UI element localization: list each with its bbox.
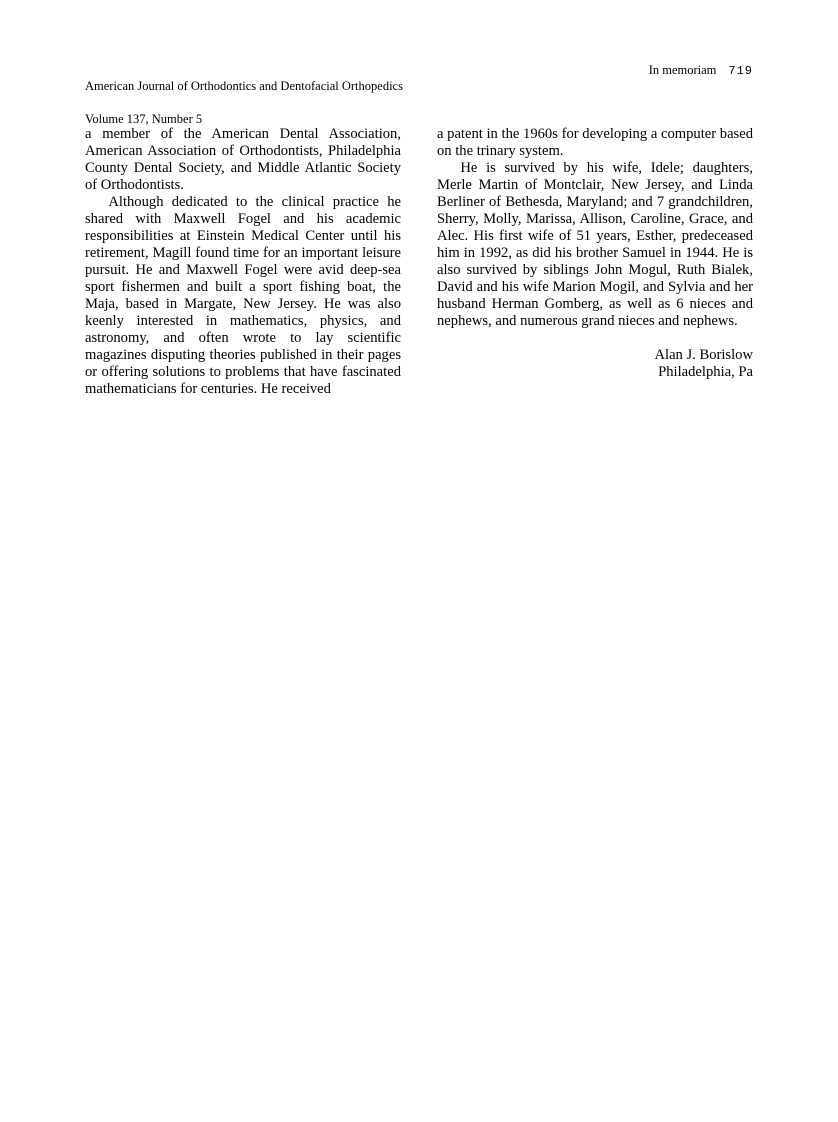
paragraph: Although dedicated to the clinical practice he shared with Maxwell Fogel and his academic responsibilities at Einstein Medical Center until his retirement, Magill found time for an important leisure pursuit. He and Maxwell Fogel were avid deep-sea sport fishermen and built a sport fishing boat, the Maja, based in Margate, New Jersey. He was also keenly interested in mathematics, physics, and astronomy, and often wrote to lay scientific magazines disputing theories published in their pages or offering solutions to problems that have fascinated mathematicians for centuries. He received <box>85 194 401 397</box>
article-body <box>85 126 753 398</box>
paragraph: a patent in the 1960s for developing a computer based on the trinary system. <box>437 126 753 159</box>
journal-volume-line: Volume 137, Number 5 <box>85 111 203 126</box>
signature-block <box>437 347 753 381</box>
section-label: In memoriam <box>648 63 717 77</box>
right-column <box>437 126 753 398</box>
journal-title: American Journal of Orthodontics and Dentofacial Orthopedics <box>85 79 403 94</box>
page-number: 719 <box>728 64 753 78</box>
signature-name: Alan J. Borislow <box>654 347 753 363</box>
signature-location: Philadelphia, Pa <box>658 364 753 380</box>
left-column <box>85 126 401 398</box>
paragraph: He is survived by his wife, Idele; daughters, Merle Martin of Montclair, New Jersey, and Linda Berliner of Bethesda, Maryland; and 7 grandchildren, Sherry, Molly, Marissa, Allison, Caroline, Grace, and Alec. His first wife of 51 years, Esther, predeceased him in 1992, as did his brother Samuel in 1944. He is also survived by siblings John Mogul, Ruth Bialek, David and his wife Marion Mogil, and Sylvia and her husband Herman Gomberg, as well as 6 nieces and nephews, and numerous grand nieces and nephews. <box>437 160 753 329</box>
journal-header-right <box>649 62 753 80</box>
paragraph: a member of the American Dental Association, American Association of Orthodontists, Philadelphia County Dental Society, and Middle Atlantic Society of Orthodontists. <box>85 126 401 193</box>
